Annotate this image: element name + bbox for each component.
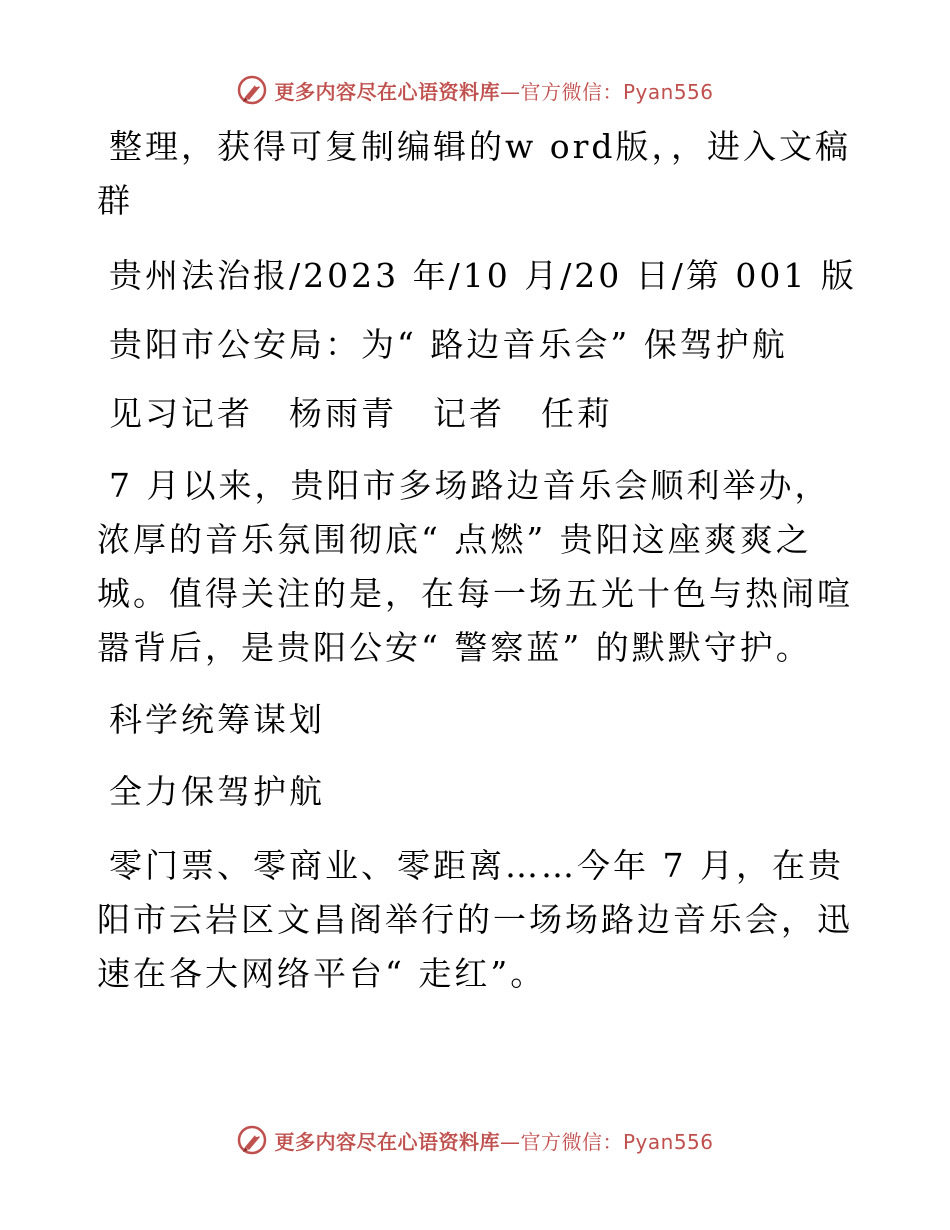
intro-note-text: 整理，获得可复制编辑的w ord版，，进入文稿群 [97, 127, 852, 220]
watermark-contact-id: Pyan556 [622, 1129, 714, 1154]
source-line-text: 贵州法治报/2023 年/10 月/20 日/第 001 版 [109, 256, 857, 295]
article-title-text: 贵阳市公安局：为“ 路边音乐会” 保驾护航 [109, 325, 788, 364]
lead-paragraph [97, 459, 857, 675]
watermark-contact-label: 官方微信： [520, 1129, 623, 1154]
watermark-text [274, 1126, 713, 1155]
subheading-2-text: 全力保驾护航 [109, 772, 325, 811]
body-paragraph [97, 839, 857, 1001]
lead-paragraph-text: 7 月以来，贵阳市多场路边音乐会顺利举办，浓厚的音乐氛围彻底“ 点燃” 贵阳这座爽爽之城。值得关注的是，在每一场五光十色与热闹喧嚣背后，是贵阳公安“ 警察蓝” 的默默守护。 [97, 466, 853, 667]
watermark-contact-id: Pyan556 [622, 79, 714, 104]
watermark-brand: 更多内容尽在心语资料库 [274, 79, 500, 104]
watermark-brand: 更多内容尽在心语资料库 [274, 1129, 500, 1154]
byline [97, 387, 857, 441]
source-line [97, 249, 857, 303]
pen-logo-icon [236, 74, 268, 106]
article-body [97, 120, 857, 1001]
watermark-separator: — [499, 1129, 521, 1154]
watermark-header [0, 72, 950, 108]
byline-text: 见习记者 杨雨青 记者 任莉 [109, 394, 613, 433]
watermark-footer [0, 1122, 950, 1158]
subheading-1-text: 科学统筹谋划 [109, 700, 325, 739]
subheading-1 [97, 693, 857, 747]
subheading-2 [97, 765, 857, 819]
watermark-contact-label: 官方微信： [520, 79, 623, 104]
article-title [97, 318, 857, 372]
pen-logo-icon [236, 1124, 268, 1156]
body-paragraph-text: 零门票、零商业、零距离……今年 7 月，在贵阳市云岩区文昌阁举行的一场场路边音乐会，迅速在各大网络平台“ 走红”。 [97, 846, 853, 993]
intro-note [97, 120, 857, 228]
watermark-separator: — [499, 79, 521, 104]
watermark-text [274, 76, 713, 105]
